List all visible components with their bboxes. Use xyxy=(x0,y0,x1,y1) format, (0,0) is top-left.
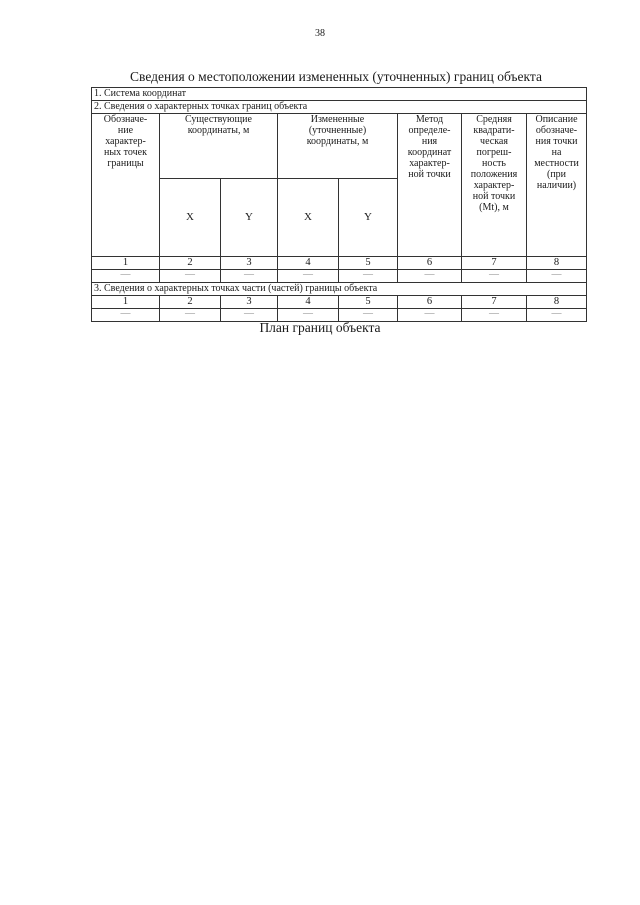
empty-data-row xyxy=(92,270,587,283)
column-number: 6 xyxy=(398,296,462,309)
empty-cell: — xyxy=(92,309,160,322)
column-numbers-row xyxy=(92,296,587,309)
document-title: Сведения о местоположении измененных (уточненных) границ объекта xyxy=(130,69,542,84)
column-number: 8 xyxy=(527,257,587,270)
column-number: 3 xyxy=(221,257,278,270)
header-existing-y: Y xyxy=(221,179,278,257)
header-changed-x: X xyxy=(278,179,339,257)
header-point-description: Описание обозначе- ния точки на местности (при наличии) xyxy=(527,114,587,257)
column-number: 2 xyxy=(160,257,221,270)
header-changed-coordinates: Измененные (уточненные) координаты, м xyxy=(278,114,398,179)
section-coordinate-system: 1. Система координат xyxy=(92,88,587,101)
column-number: 4 xyxy=(278,257,339,270)
column-number: 1 xyxy=(92,257,160,270)
column-number: 5 xyxy=(339,296,398,309)
column-number: 1 xyxy=(92,296,160,309)
empty-cell: — xyxy=(221,270,278,283)
header-existing-coordinates: Существующие координаты, м xyxy=(160,114,278,179)
coordinates-table xyxy=(91,87,587,322)
column-number: 4 xyxy=(278,296,339,309)
page-number: 38 xyxy=(315,28,325,39)
empty-cell: — xyxy=(92,270,160,283)
column-number: 2 xyxy=(160,296,221,309)
section-boundary-points: 2. Сведения о характерных точках границ объекта xyxy=(92,101,587,114)
empty-cell: — xyxy=(160,309,221,322)
header-existing-x: X xyxy=(160,179,221,257)
empty-cell: — xyxy=(462,270,527,283)
empty-cell: — xyxy=(527,309,587,322)
column-number: 3 xyxy=(221,296,278,309)
header-method: Метод определе- ния координат характер- ной точки xyxy=(398,114,462,257)
header-point-designation: Обозначе- ние характер- ных точек границы xyxy=(92,114,160,257)
empty-cell: — xyxy=(160,270,221,283)
column-number: 5 xyxy=(339,257,398,270)
column-number: 8 xyxy=(527,296,587,309)
empty-cell: — xyxy=(278,309,339,322)
column-numbers-row xyxy=(92,257,587,270)
empty-cell: — xyxy=(221,309,278,322)
empty-cell: — xyxy=(339,270,398,283)
empty-cell: — xyxy=(339,309,398,322)
header-changed-y: Y xyxy=(339,179,398,257)
plan-title: План границ объекта xyxy=(259,320,381,335)
empty-cell: — xyxy=(527,270,587,283)
empty-cell: — xyxy=(398,309,462,322)
section-part-boundary-points: 3. Сведения о характерных точках части (частей) границы объекта xyxy=(92,283,587,296)
empty-cell: — xyxy=(462,309,527,322)
column-number: 6 xyxy=(398,257,462,270)
column-number: 7 xyxy=(462,257,527,270)
empty-cell: — xyxy=(278,270,339,283)
column-number: 7 xyxy=(462,296,527,309)
empty-cell: — xyxy=(398,270,462,283)
header-mean-error: Средняя квадрати- ческая погреш- ность положения характер- ной точки (Mt), м xyxy=(462,114,527,257)
